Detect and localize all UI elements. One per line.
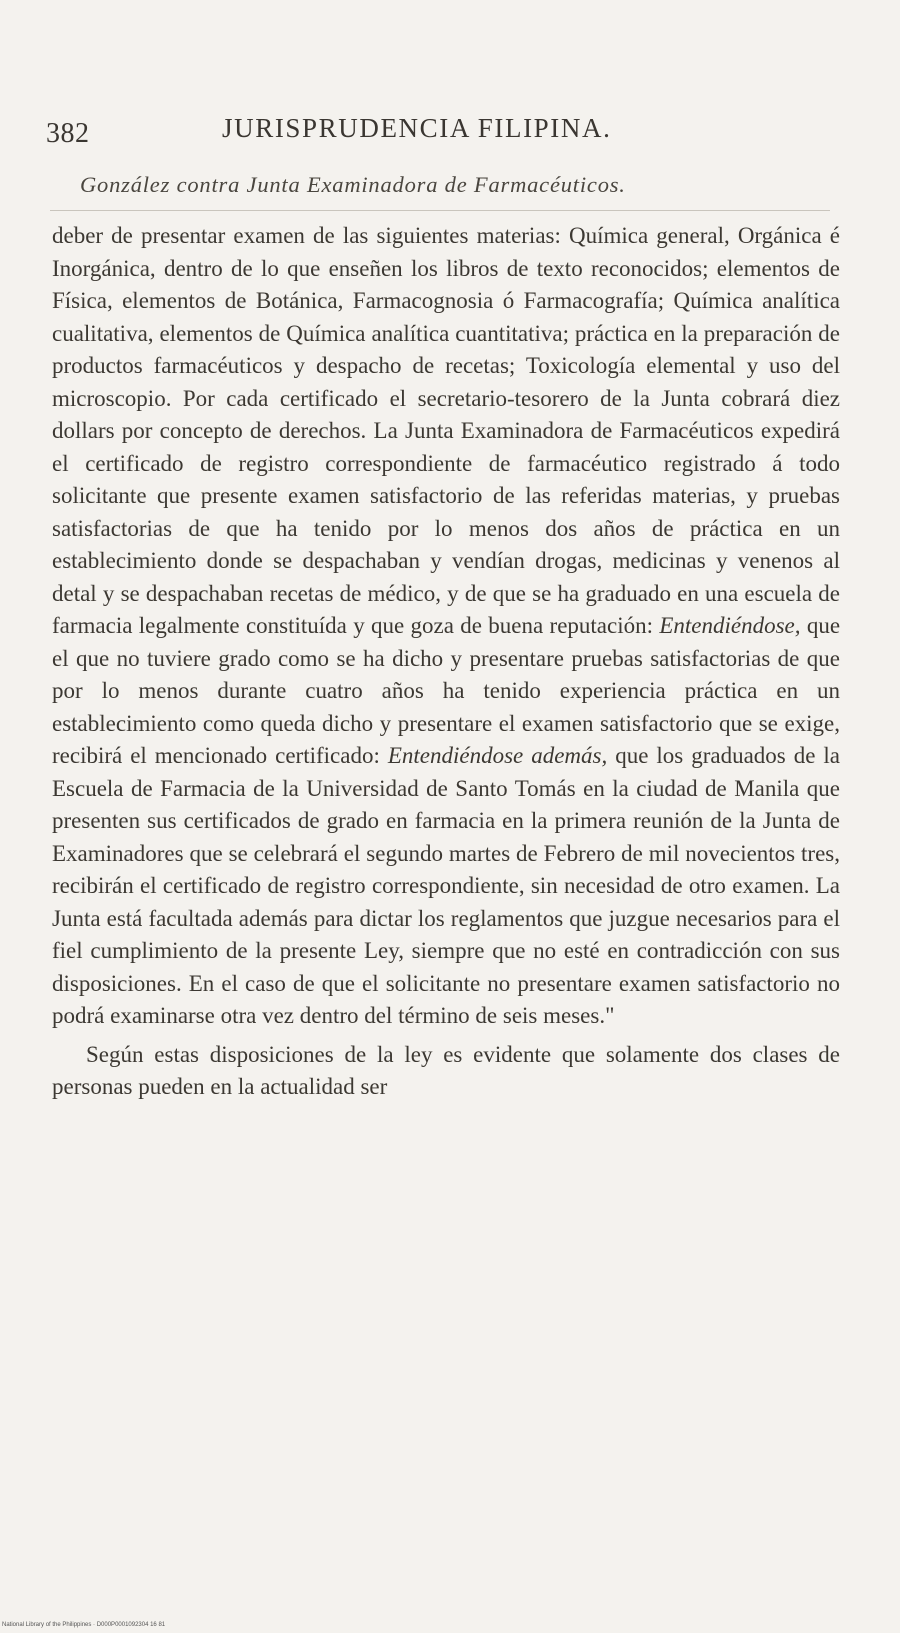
paragraph-statute-quote [52, 220, 840, 1033]
quote-text-part-1: deber de presentar examen de las siguientes materias: Química general, Orgánica é Inorgánica, dentro de lo que enseñen los libros de texto reconocidos; elementos de Física, elementos de Botánica, Farmacognosia ó Farmacografía; Química analítica cualitativa, elementos de Química analítica cuantitativa; práctica en la preparación de productos farmacéuticos y despacho de recetas; Toxicología elemental y uso del microscopio. Por cada certificado el secretario-tesorero de la Junta cobrará diez dollars por concepto de derechos. La Junta Examinadora de Farmacéuticos expedirá el certificado de registro correspondiente de farmacéutico registrado á todo solicitante que presente examen satisfactorio de las referidas materias, y pruebas satisfactorias de que ha tenido por lo menos dos años de práctica en un establecimiento donde se despachaban y vendían drogas, medicinas y venenos al detal y se despachaban recetas de médico, y de que se ha graduado en una escuela de farmacia legalmente constituída y que goza de buena reputación: [52, 223, 840, 638]
quote-text-part-2: que el que no tuviere grado como se ha dicho y presentare pruebas satisfactorias de que por lo menos durante cuatro años ha tenido experiencia práctica en un establecimiento como queda dicho y presentare el examen satisfactorio que se exige, recibirá el mencionado certificado: [52, 613, 841, 768]
proviso-emphasis-2: Entendiéndose además, [387, 743, 608, 768]
body-text [52, 220, 840, 1104]
case-caption: González contra Junta Examinadora de Farmacéuticos. [80, 172, 626, 197]
footer-note: National Library of the Philippines · D000P0001092304 16 81 [2, 1622, 166, 1628]
quote-text-part-3: que los graduados de la Escuela de Farmacia de la Universidad de Santo Tomás en la ciudad de Manila que presenten sus certificados de grado en farmacia en la primera reunión de la Junta de Examinadores que se celebrará el segundo martes de Febrero de mil novecientos tres, recibirán el certificado de registro correspondiente, sin necesidad de otro examen. La Junta está facultada además para dictar los reglamentos que juzgue necesarios para el fiel cumplimiento de la presente Ley, siempre que no esté en contradicción con sus disposiciones. En el caso de que el solicitante no presentare examen satisfactorio no podrá examinarse otra vez dentro del término de seis meses." [52, 743, 841, 1028]
proviso-emphasis-1: Entendiéndose, [659, 613, 801, 638]
paragraph-commentary: Según estas disposiciones de la ley es evidente que solamente dos clases de personas pueden en la actualidad ser [52, 1041, 840, 1099]
header-rule [50, 210, 830, 211]
page-number: 382 [46, 118, 90, 149]
running-title: JURISPRUDENCIA FILIPINA. [222, 113, 612, 143]
